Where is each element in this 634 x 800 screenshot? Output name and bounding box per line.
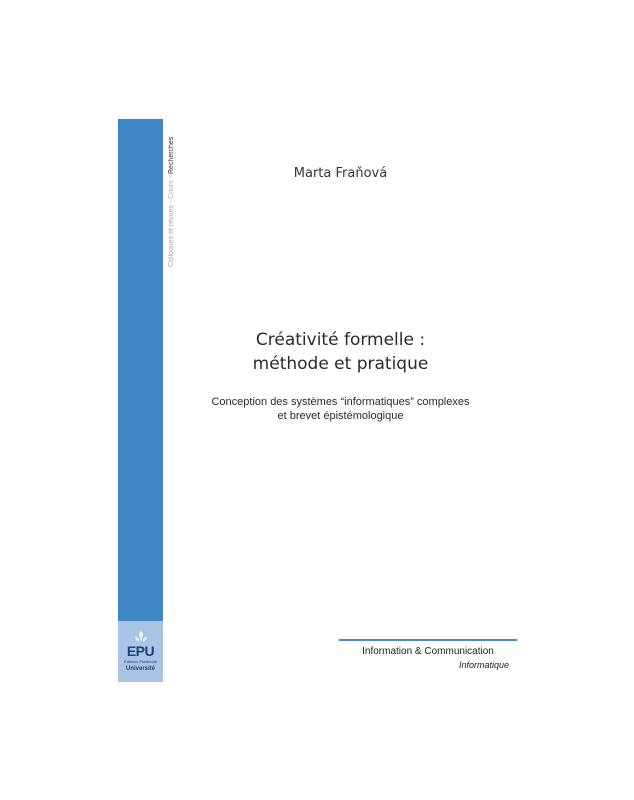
title-line-1: Créativité formelle : bbox=[255, 330, 426, 350]
author-name: Marta Fraňová bbox=[293, 166, 388, 181]
series-strong: Recherches bbox=[168, 137, 175, 175]
logo-line1: Éditions Publibook bbox=[124, 659, 157, 664]
logo-line2: Université bbox=[125, 666, 155, 672]
collection-name: Information & Communication bbox=[362, 646, 494, 657]
publisher-logo bbox=[118, 621, 163, 682]
series-label bbox=[167, 137, 177, 297]
book-title bbox=[163, 328, 518, 376]
subtitle-line-2: et brevet épistémologique bbox=[277, 410, 404, 422]
collection-subject: Informatique bbox=[458, 660, 509, 670]
cover-color-band bbox=[118, 119, 163, 621]
book-cover bbox=[118, 119, 518, 682]
logo-name: EPU bbox=[126, 643, 155, 659]
collection-divider bbox=[339, 639, 517, 641]
subtitle-line-1: Conception des systèmes “informatiques” complexes bbox=[211, 396, 470, 408]
series-light: Colloques et revues - Cours - bbox=[168, 174, 175, 268]
book-subtitle bbox=[163, 395, 518, 423]
title-line-2: méthode et pratique bbox=[252, 354, 429, 374]
